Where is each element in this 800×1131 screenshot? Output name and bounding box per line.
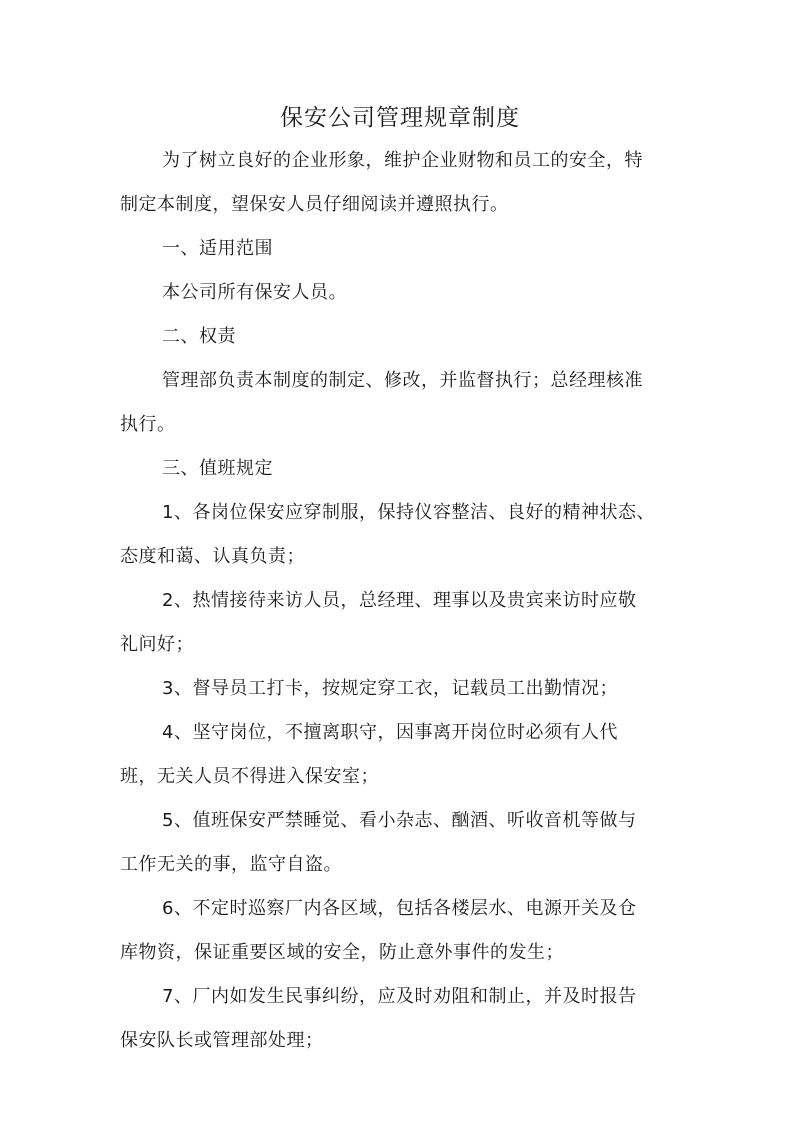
section-heading: 三、值班规定: [162, 458, 273, 479]
list-item-line: 库物资，保证重要区域的安全，防止意外事件的发生；: [120, 942, 564, 963]
paragraph-line: 管理部负责本制度的制定、修改，并监督执行；总经理核准: [162, 370, 643, 391]
list-item-line: 5、值班保安严禁睡觉、看小杂志、酗酒、听收音机等做与: [162, 810, 637, 831]
list-item-line: 礼问好；: [120, 634, 194, 655]
section-heading: 一、适用范围: [162, 238, 273, 259]
list-item-line: 2、热情接待来访人员，总经理、理事以及贵宾来访时应敬: [162, 590, 637, 611]
section-heading: 二、权责: [162, 326, 236, 347]
list-item-line: 态度和蔼、认真负责；: [120, 546, 305, 567]
list-item-line: 7、厂内如发生民事纠纷，应及时劝阻和制止，并及时报告: [162, 986, 637, 1007]
paragraph-line: 本公司所有保安人员。: [162, 282, 347, 303]
paragraph-line: 为了树立良好的企业形象，维护企业财物和员工的安全，特: [162, 150, 643, 171]
document-title: 保安公司管理规章制度: [280, 105, 520, 131]
list-item-line: 1、各岗位保安应穿制服，保持仪容整洁、良好的精神状态、: [162, 502, 655, 523]
list-item-line: 工作无关的事，监守自盗。: [120, 854, 342, 875]
paragraph-line: 制定本制度，望保安人员仔细阅读并遵照执行。: [120, 194, 509, 215]
list-item-line: 4、坚守岗位，不擅离职守，因事离开岗位时必须有人代: [162, 722, 618, 743]
list-item-line: 班，无关人员不得进入保安室；: [120, 766, 379, 787]
list-item-line: 6、不定时巡察厂内各区域，包括各楼层水、电源开关及仓: [162, 898, 637, 919]
paragraph-line: 执行。: [120, 414, 176, 435]
list-item-line: 保安队长或管理部处理；: [120, 1030, 324, 1051]
list-item-line: 3、督导员工打卡，按规定穿工衣，记载员工出勤情况；: [162, 678, 618, 699]
